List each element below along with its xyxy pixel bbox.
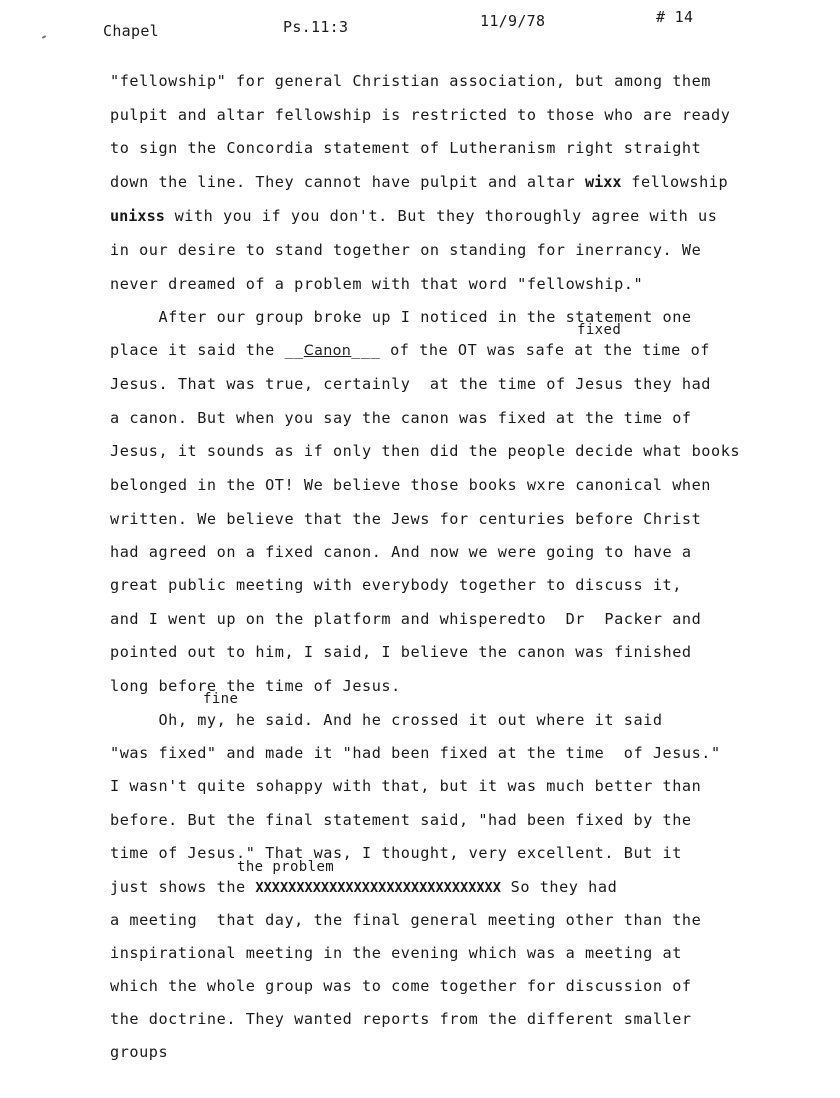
text-line: groups [110,1043,169,1061]
text-line: written. We believe that the Jews for centuries before Christ [110,510,702,528]
inserted-word-fine: fine [203,691,239,707]
text-line: time of Jesus." That was, I thought, very excellent. But it [110,844,682,862]
text-line: great public meeting with everybody together to discuss it, [110,576,682,594]
text-line: which the whole group was to come together for discussion of [110,977,692,995]
text-line: the doctrine. They wanted reports from the different smaller [110,1010,692,1028]
text-line: in our desire to stand together on standing for inerrancy. We [110,241,702,259]
text-line: long before the time of Jesus. [110,677,401,695]
header-chapel: Chapel [103,22,159,40]
inserted-phrase-the-problem: the problem [237,859,335,875]
text-segment: just shows the [110,878,256,896]
struck-out-text: XXXXXXXXXXXXXXXXXXXXXXXXXXXXXX [255,880,501,896]
text-line [110,341,710,360]
text-line [110,207,717,225]
text-line: "fellowship" for general Christian association, but among them [110,72,712,90]
inserted-word-fixed: fixed [577,322,622,338]
text-line: to sign the Concordia statement of Lutheranism right straight [110,139,702,157]
text-line: belonged in the OT! We believe those books wxre canonical when [110,476,712,494]
header-date: 11/9/78 [480,12,546,30]
text-line: After our group broke up I noticed in the statement one [110,308,692,326]
struck-out-text: unixss [110,207,165,225]
text-segment: So they had [500,878,618,896]
text-segment: fellowship [621,173,729,191]
text-segment: ___ of the OT was safe at the time of [351,341,710,359]
text-segment: place it said the __ [110,341,304,359]
text-segment: down the line. They cannot have pulpit and altar [110,173,585,191]
text-line: never dreamed of a problem with that word "fellowship." [110,275,644,293]
text-line: pointed out to him, I said, I believe the canon was finished [110,643,692,661]
text-line: a meeting that day, the final general meeting other than the [110,911,702,929]
text-line: "was fixed" and made it "had been fixed at the time of Jesus." [110,744,721,762]
text-line: pulpit and altar fellowship is restricted to those who are ready [110,106,731,124]
handwritten-canon: Canon [303,343,352,359]
text-line: Jesus, it sounds as if only then did the people decide what books [110,442,741,460]
text-line: Oh, my, he said. And he crossed it out where it said [110,711,663,729]
text-line: before. But the final statement said, "had been fixed by the [110,811,692,829]
header-reference: Ps.11:3 [283,18,349,36]
text-line: inspirational meeting in the evening which was a meeting at [110,944,682,962]
text-line: had agreed on a fixed canon. And now we were going to have a [110,543,692,561]
text-line [110,173,728,191]
text-segment: with you if you don't. But they thoroughly agree with us [164,207,718,225]
text-line: Jesus. That was true, certainly at the time of Jesus they had [110,375,712,393]
text-line: and I went up on the platform and whisperedto Dr Packer and [110,610,702,628]
text-line: a canon. But when you say the canon was fixed at the time of [110,409,692,427]
struck-out-text: wixx [585,173,622,191]
text-line [110,878,617,897]
text-line: I wasn't quite sohappy with that, but it was much better than [110,777,702,795]
header-page-number: # 14 [656,8,694,26]
paper-speck [42,35,46,39]
